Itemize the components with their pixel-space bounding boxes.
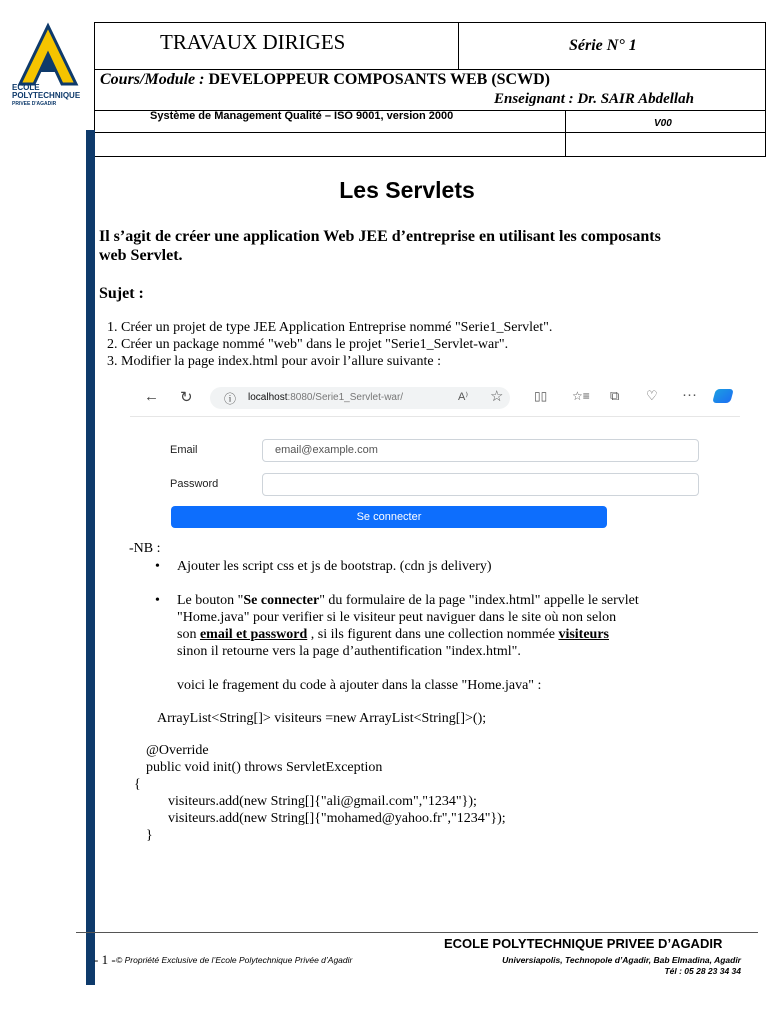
email-label: Email bbox=[170, 444, 198, 456]
login-button[interactable]: Se connecter bbox=[171, 506, 607, 528]
bullet-dot-icon: • bbox=[155, 593, 160, 608]
left-margin-bar bbox=[86, 130, 95, 985]
intro-line-2: web Servlet. bbox=[99, 247, 183, 264]
course-label: Cours/Module : bbox=[100, 71, 205, 88]
quality-system: Système de Management Qualité – ISO 9001, version 2000 bbox=[150, 110, 454, 122]
version-label: V00 bbox=[654, 118, 672, 129]
nb-label: -NB : bbox=[129, 541, 161, 556]
teacher-name: Enseignant : Dr. SAIR Abdellah bbox=[494, 91, 694, 107]
back-arrow-icon[interactable]: ← bbox=[144, 388, 159, 405]
browser-screenshot bbox=[130, 380, 740, 532]
footer-address: Universiapolis, Technopole d’Agadir, Bab Elmadina, Agadir bbox=[502, 955, 741, 965]
copilot-icon[interactable] bbox=[712, 389, 734, 403]
school-logo bbox=[10, 22, 86, 110]
nb-bullet-2-line-2: "Home.java" pour verifier si le visiteur peut naviguer dans le site où non selon bbox=[177, 610, 617, 625]
logo-line3: PRIVEE D'AGADIR bbox=[12, 101, 57, 107]
nb-bullet-2: • Le bouton "Se connecter" du formulaire de la page "index.html" appelle le servlet "Home.java" pour verifier si le visiteur peut naviguer dans le site où non selon son email et password , si ils figurent dans une collection nommée visiteurs sinon il retourne vers la page d’authentification "index.html". voici le fragement du code à ajouter dans la classe "Home.java" : bbox=[155, 593, 639, 693]
nb-bullet-1-text: Ajouter les script css et js de bootstrap. (cdn js delivery) bbox=[177, 559, 492, 574]
info-icon: ⓘ bbox=[224, 392, 237, 406]
code-line: } bbox=[146, 828, 153, 843]
read-aloud-icon[interactable]: A⁾ bbox=[458, 391, 469, 403]
visiteurs-emphasis: visiteurs bbox=[558, 627, 610, 642]
split-screen-icon[interactable]: ▯▯ bbox=[534, 389, 548, 403]
code-line: public void init() throws ServletException bbox=[146, 760, 383, 775]
code-line: visiteurs.add(new String[]{"ali@gmail.com","1234"}); bbox=[168, 794, 477, 809]
logo-line1: ECOLE bbox=[12, 83, 40, 92]
course-value: DEVELOPPEUR COMPOSANTS WEB (SCWD) bbox=[208, 71, 550, 88]
se-connecter-bold: Se connecter bbox=[243, 593, 320, 608]
footer-divider bbox=[76, 932, 758, 933]
collections-icon[interactable]: ⧉ bbox=[610, 388, 620, 403]
code-line: { bbox=[134, 777, 141, 792]
logo-line2: POLYTECHNIQUE bbox=[12, 91, 81, 100]
sujet-heading: Sujet : bbox=[99, 285, 144, 302]
refresh-icon[interactable]: ↻ bbox=[180, 389, 193, 406]
step-item: 1. Créer un projet de type JEE Application Entreprise nommé "Serie1_Servlet". bbox=[107, 320, 553, 335]
logo-emblem-icon bbox=[10, 22, 86, 88]
browser-toolbar bbox=[130, 380, 740, 417]
step-item: 3. Modifier la page index.html pour avoir l’allure suivante : bbox=[107, 354, 441, 369]
page-title: TRAVAUX DIRIGES bbox=[160, 30, 346, 54]
email-password-emphasis: email et password bbox=[199, 627, 308, 642]
footer-school-name: ECOLE POLYTECHNIQUE PRIVEE D’AGADIR bbox=[444, 936, 723, 951]
browser-essentials-icon[interactable]: ♡ bbox=[646, 388, 658, 403]
code-line: @Override bbox=[146, 743, 209, 758]
nb-bullet-1 bbox=[155, 558, 492, 575]
page-number: - 1 - bbox=[94, 952, 116, 967]
url-host: localhost bbox=[248, 392, 288, 403]
serie-label: Série N° 1 bbox=[569, 37, 637, 54]
code-line: visiteurs.add(new String[]{"mohamed@yahoo.fr","1234"}); bbox=[168, 811, 506, 826]
footer-copyright: © Propriété Exclusive de l’Ecole Polytechnique Privée d’Agadir bbox=[116, 955, 353, 965]
url-path: :8080/Serie1_Servlet-war/ bbox=[287, 392, 404, 403]
more-options-icon[interactable]: ··· bbox=[682, 386, 697, 403]
document-heading: Les Servlets bbox=[339, 177, 475, 203]
code-line: ArrayList<String[]> visiteurs =new ArrayList<String[]>(); bbox=[157, 711, 487, 726]
footer-phone: Tél : 05 28 23 34 34 bbox=[664, 966, 741, 976]
favorite-star-icon[interactable]: ☆ bbox=[490, 388, 504, 405]
bullet-dot-icon: • bbox=[155, 559, 160, 574]
step-item: 2. Créer un package nommé "web" dans le projet "Serie1_Servlet-war". bbox=[107, 337, 509, 352]
favorites-icon[interactable]: ☆≡ bbox=[572, 389, 590, 403]
intro-line-1: Il s’agit de créer une application Web JEE d’entreprise en utilisant les composants bbox=[99, 228, 661, 245]
intro-text bbox=[99, 227, 661, 265]
password-label: Password bbox=[170, 478, 219, 490]
nb-code-intro: voici le fragement du code à ajouter dans la classe "Home.java" : bbox=[177, 678, 542, 693]
password-input[interactable] bbox=[262, 473, 699, 496]
nb-bullet-2-line-4: sinon il retourne vers la page d’authentification "index.html". bbox=[177, 644, 521, 659]
email-placeholder: email@example.com bbox=[275, 444, 378, 456]
email-input[interactable] bbox=[262, 439, 699, 462]
